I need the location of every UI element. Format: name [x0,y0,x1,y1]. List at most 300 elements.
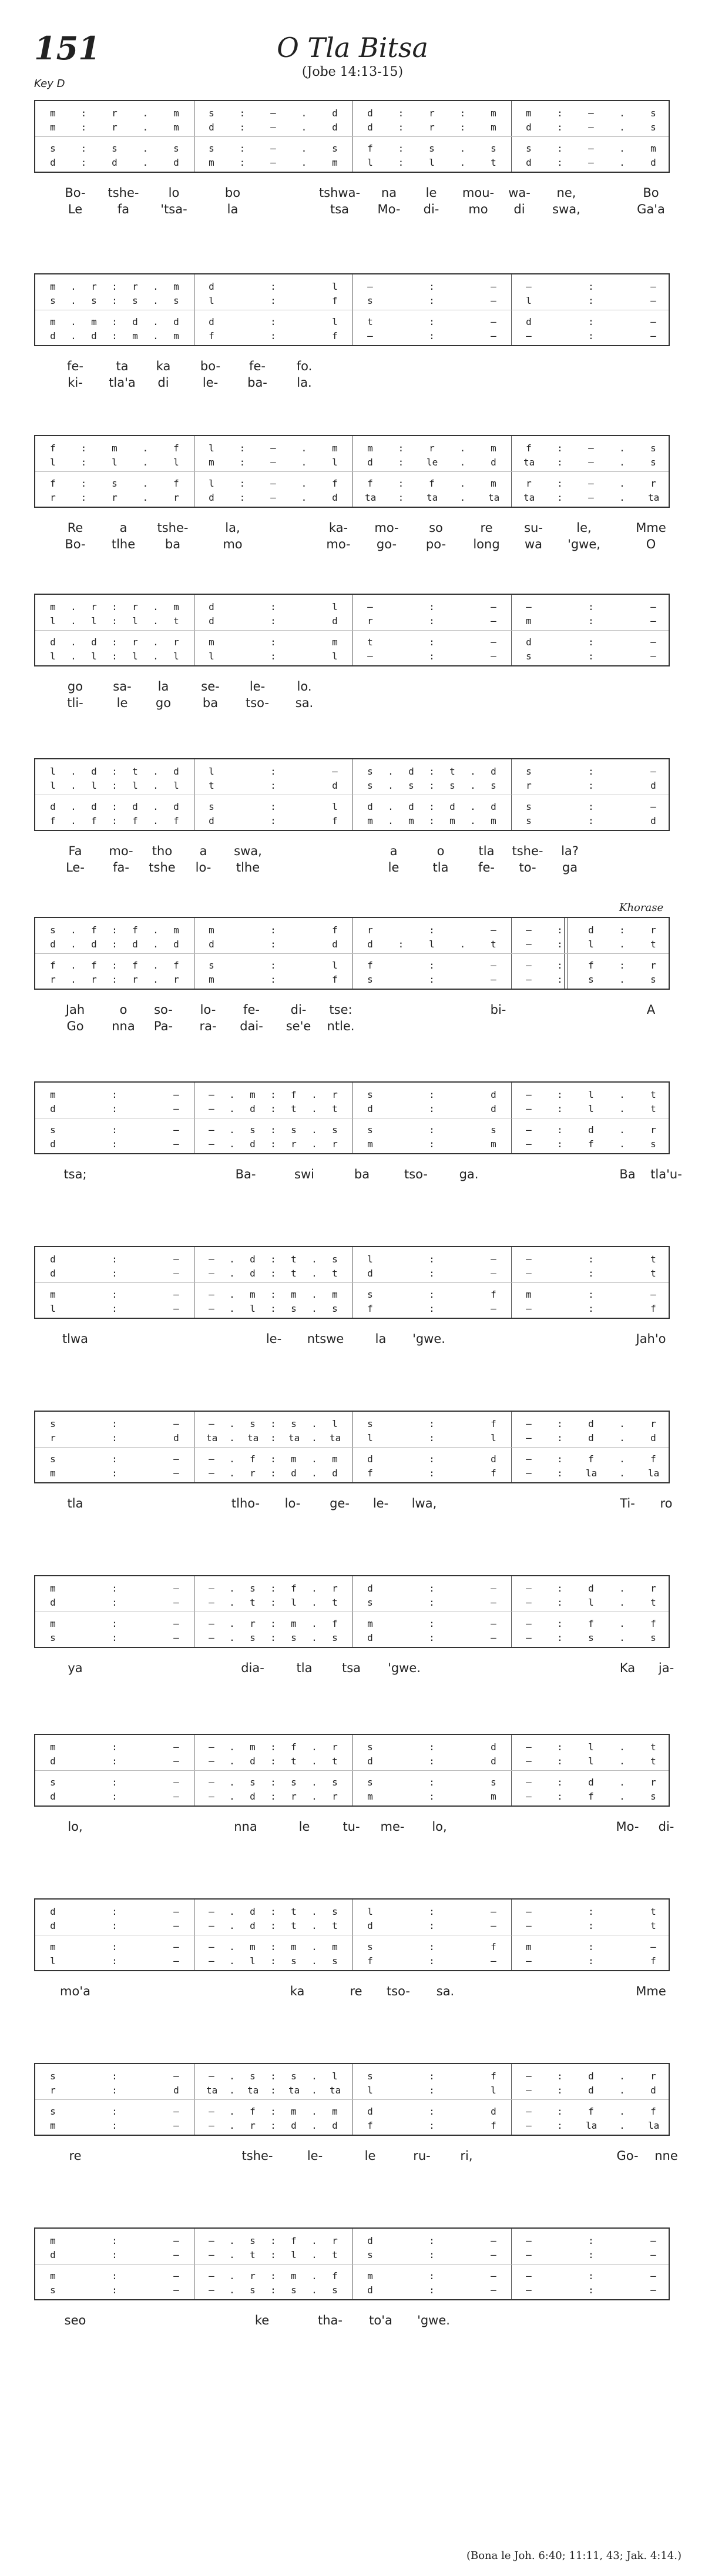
measure-notes [511,121,671,134]
measure-notes [511,938,671,951]
solfa-note: ta [488,492,500,503]
measure-notes [352,959,511,972]
solfa-note: l [209,766,214,777]
solfa-note: d [491,766,496,777]
solfa-note: f [291,1089,297,1100]
beat-separator: . [229,1906,235,1917]
beat-separator: : [112,1756,118,1767]
measure-notes [352,1632,511,1644]
lyric-syllable: tso- [246,696,269,710]
beat-separator: : [557,974,563,985]
voice-divider [35,136,669,137]
lyric-syllable: o [119,1003,127,1017]
lyric-syllable: tshe- [241,2149,273,2163]
beat-separator: : [429,2085,435,2096]
beat-separator: . [459,492,466,503]
lyric-syllable: fe- [243,1003,260,1017]
solfa-note: — [526,2071,532,2082]
beat-separator: : [429,1418,435,1429]
solfa-note: m [491,108,496,119]
solfa-note: ta [330,1432,341,1443]
beat-separator: : [270,2249,276,2260]
solfa-note: – [209,1268,214,1279]
solfa-note: — [650,615,656,627]
measure-notes [352,1582,511,1595]
solfa-note: m [50,1089,56,1100]
beat-separator: . [388,780,394,791]
lyric-syllable: tlhe [111,537,136,551]
solfa-note: s [332,1955,338,1967]
beat-separator: . [311,2235,317,2246]
solfa-note: — [173,1124,179,1135]
measure-notes [352,1288,511,1301]
lyric-syllable: lwa, [411,1496,437,1510]
beat-separator: . [229,1138,235,1150]
beat-separator: . [619,2120,625,2131]
lyric-syllable: mou- [462,186,495,200]
measure-notes [511,491,671,504]
lyric-syllable: le- [249,679,266,694]
lyric-syllable: se'e [286,1019,311,1033]
lyric-syllable: tsa [330,202,350,216]
solfa-note: — [332,766,338,777]
voice-divider [35,1282,669,1283]
solfa-note: s [332,1906,338,1917]
lyric-syllable: tso- [387,1984,410,1998]
lyric-syllable: ka [156,359,171,373]
soprano-line [35,1418,669,1431]
beat-separator: : [80,492,87,503]
lyric-syllable: lo- [200,1003,216,1017]
beat-separator: . [229,2120,235,2131]
lyric-syllable: le- [202,376,219,390]
beat-separator: : [429,1583,435,1594]
lyric-syllable: a [390,844,398,858]
solfa-note: – [209,2106,214,2117]
beat-separator: . [229,1597,235,1608]
lyric-syllable: le [116,696,128,710]
solfa-note: — [491,2270,496,2282]
solfa-note: – [588,143,594,154]
beat-separator: . [619,2071,625,2082]
lyric-syllable: la. [297,376,312,390]
beat-separator: : [270,1254,276,1265]
beat-separator: : [588,330,594,341]
beat-separator: . [70,766,76,777]
solfa-note: m [526,1289,532,1300]
solfa-note: d [332,492,338,503]
solfa-note: d [250,1268,256,1279]
solfa-note: s [132,295,138,306]
beat-separator: : [429,2106,435,2117]
beat-separator: : [112,295,118,306]
solfa-note: — [491,1254,496,1265]
solfa-note: d [50,1597,56,1608]
beat-separator: : [588,601,594,612]
measure-notes [352,2119,511,2132]
solfa-note: — [491,1618,496,1629]
solfa-note: r [526,478,532,489]
beat-separator: : [557,478,563,489]
measure-notes [352,1103,511,1116]
beat-separator: : [557,1468,563,1479]
measure-notes [511,973,671,986]
lyric-syllable: Bo [643,186,659,200]
solfa-note: s [50,2106,56,2117]
solfa-note: t [173,615,179,627]
beat-separator: . [388,815,394,826]
beat-separator: . [311,1955,317,1967]
solfa-note: l [50,615,56,627]
lyric-syllable: mo [468,202,488,216]
solfa-note: — [367,281,373,292]
alto-line [35,1103,669,1116]
beat-separator: : [270,2106,276,2117]
beat-separator: : [80,457,87,468]
lyric-syllable: tli- [67,696,83,710]
measure-notes [194,1138,352,1151]
beat-separator: : [588,1906,594,1917]
lyric-syllable: to'a [369,2313,392,2327]
measure-notes [194,491,352,504]
solfa-note: — [173,1468,179,1479]
solfa-note: — [173,1906,179,1917]
measure-notes [35,1617,194,1630]
beat-separator: : [80,108,87,119]
measure-notes [511,2105,671,2118]
solfa-note: d [332,108,338,119]
lyric-syllable: tlho- [231,1496,260,1510]
beat-separator: . [619,492,625,503]
tonic-solfa-staff [34,435,670,508]
measure-notes [35,815,194,828]
solfa-note: — [526,1268,532,1279]
alto-line [35,615,669,628]
solfa-note: d [332,615,338,627]
solfa-note: m [132,330,138,341]
solfa-note: l [332,960,338,971]
solfa-note: r [650,2071,656,2082]
solfa-note: f [291,1741,297,1753]
solfa-note: — [173,1138,179,1150]
beat-separator: : [112,1741,118,1753]
solfa-note: — [491,295,496,306]
lyric-syllable: Pa- [153,1019,173,1033]
lyric-syllable: ka- [328,521,348,535]
measure-notes [511,1124,671,1137]
measure-notes [35,615,194,628]
measure-notes [352,2249,511,2262]
measure-notes [511,1253,671,1266]
solfa-note: — [491,316,496,327]
solfa-note: s [650,443,656,454]
solfa-note: r [112,492,118,503]
solfa-note: l [250,1303,256,1314]
solfa-note: – [209,1618,214,1629]
lyric-syllable: ga. [459,1167,479,1181]
solfa-note: s [50,2284,56,2296]
solfa-note: s [367,766,373,777]
measure-notes [352,615,511,628]
beat-separator: . [619,1089,625,1100]
solfa-note: – [209,1303,214,1314]
voice-divider [35,2264,669,2265]
solfa-note: s [367,2249,373,2260]
solfa-note: m [367,1791,373,1802]
tenor-line [35,1124,669,1137]
beat-separator: : [429,1124,435,1135]
beat-separator: : [398,939,404,950]
solfa-note: — [173,1618,179,1629]
solfa-note: m [50,1583,56,1594]
beat-separator: . [153,801,159,812]
measure-notes [194,330,352,343]
measure-notes [352,1418,511,1431]
solfa-note: – [209,2235,214,2246]
solfa-note: s [491,780,496,791]
solfa-note: t [650,1920,656,1931]
solfa-note: s [50,1777,56,1788]
solfa-note: s [250,1632,256,1643]
solfa-note: m [173,924,179,936]
measure-notes [511,1776,671,1789]
beat-separator: : [557,1597,563,1608]
measure-notes [194,1955,352,1968]
lyric-line-verse-1 [34,1820,672,1835]
solfa-note: m [50,2270,56,2282]
solfa-note: m [332,1453,338,1465]
lyric-syllable: su- [524,521,543,535]
measure-notes [194,800,352,813]
solfa-note: — [526,1254,532,1265]
beat-separator: . [311,1303,317,1314]
solfa-note: — [491,924,496,936]
beat-separator: . [470,780,476,791]
solfa-note: m [50,108,56,119]
solfa-note: – [270,457,276,468]
measure-notes [194,1302,352,1315]
solfa-note: m [291,2270,297,2282]
solfa-note: s [332,143,338,154]
measure-notes [511,1418,671,1431]
measure-notes [511,2235,671,2247]
solfa-note: s [332,1254,338,1265]
lyric-syllable: po- [425,537,446,551]
lyric-line-verse-1 [34,679,672,695]
solfa-note: d [367,939,373,950]
solfa-note: d [50,1254,56,1265]
solfa-note: d [332,122,338,133]
measure-notes [35,2119,194,2132]
solfa-note: m [209,457,214,468]
solfa-note: r [250,1468,256,1479]
bass-line [35,1632,669,1644]
solfa-note: d [173,157,179,168]
beat-separator: . [311,2249,317,2260]
solfa-note: f [367,478,373,489]
lyric-syllable: O [646,537,656,551]
measure-notes [194,1755,352,1768]
solfa-note: m [250,1089,256,1100]
solfa-note: t [650,1741,656,1753]
measure-notes [352,1617,511,1630]
solfa-note: – [209,1791,214,1802]
solfa-note: l [588,1597,594,1608]
beat-separator: : [429,1453,435,1465]
beat-separator: : [429,1468,435,1479]
beat-separator: . [311,1089,317,1100]
beat-separator: . [619,122,625,133]
beat-separator: . [301,457,307,468]
lyric-line-verse-1 [34,2313,672,2329]
solfa-note: f [173,478,179,489]
beat-separator: . [311,1138,317,1150]
measure-notes [352,1741,511,1754]
solfa-note: s [650,1791,656,1802]
beat-separator: : [112,974,118,985]
lyric-syllable: wa [524,537,543,551]
beat-separator: : [112,1289,118,1300]
solfa-note: — [650,1941,656,1952]
measure-notes [194,2284,352,2297]
solfa-note: d [491,1741,496,1753]
measure-notes [352,456,511,469]
lyric-syllable: go- [376,537,397,551]
beat-separator: : [270,815,276,826]
solfa-note: – [270,443,276,454]
solfa-note: d [291,1468,297,1479]
measure-notes [194,2249,352,2262]
alto-line [35,2249,669,2262]
lyric-syllable: ntswe [307,1332,344,1346]
lyric-line-verse-2 [34,696,672,711]
beat-separator: . [388,801,394,812]
solfa-note: l [332,457,338,468]
measure-notes [511,1138,671,1151]
beat-separator: . [153,939,159,950]
solfa-note: m [367,2270,373,2282]
solfa-note: l [332,601,338,612]
solfa-note: m [491,1791,496,1802]
beat-separator: : [270,2120,276,2131]
beat-separator: : [270,316,276,327]
lyric-line-verse-1 [34,2149,678,2164]
beat-separator: . [619,108,625,119]
beat-separator: . [470,801,476,812]
beat-separator: : [429,1756,435,1767]
solfa-note: – [209,2284,214,2296]
music-system-10 [34,1575,672,1701]
solfa-note: f [650,2106,656,2117]
measure-notes [194,636,352,649]
scripture-reference: (Jobe 14:13-15) [301,65,404,79]
solfa-note: l [332,651,338,662]
beat-separator: : [619,924,625,936]
beat-separator: : [270,615,276,627]
measure-notes [194,1905,352,1918]
solfa-note: — [491,1303,496,1314]
solfa-note: – [209,1756,214,1767]
beat-separator: : [557,443,563,454]
beat-separator: . [311,1941,317,1952]
solfa-note: l [491,2085,496,2096]
beat-separator: . [619,1124,625,1135]
beat-separator: : [112,1955,118,1967]
solfa-note: m [367,815,373,826]
solfa-note: s [112,143,118,154]
music-system-4 [34,594,672,719]
solfa-note: – [209,1955,214,1967]
solfa-note: t [367,316,373,327]
beat-separator: : [588,2284,594,2296]
bass-line [35,491,669,504]
solfa-note: l [132,780,138,791]
measure-notes [35,2105,194,2118]
solfa-note: f [50,960,56,971]
lyric-syllable: tla'a [109,376,136,390]
beat-separator: : [239,478,246,489]
solfa-note: — [173,1583,179,1594]
beat-separator: . [229,1955,235,1967]
solfa-note: s [429,143,435,154]
solfa-note: l [526,295,532,306]
beat-separator: . [153,281,159,292]
measure-notes [194,1453,352,1466]
measure-notes [35,1790,194,1803]
solfa-note: — [173,2270,179,2282]
measure-notes [35,2270,194,2283]
soprano-line [35,924,669,937]
solfa-note: r [332,2235,338,2246]
beat-separator: : [429,974,435,985]
solfa-note: m [50,1741,56,1753]
solfa-note: d [91,939,97,950]
beat-separator: : [398,108,404,119]
measure-notes [35,650,194,663]
lyric-syllable: ba [164,537,181,551]
lyric-line-verse-1 [34,186,672,201]
soprano-line [35,601,669,614]
beat-separator: . [619,2106,625,2117]
solfa-note: d [367,1756,373,1767]
lyric-syllable: lo- [195,860,212,875]
solfa-note: – [209,1920,214,1931]
measure-notes [511,1103,671,1116]
solfa-note: l [588,1756,594,1767]
solfa-note: d [91,766,97,777]
solfa-note: l [250,1955,256,1967]
measure-notes [511,1790,671,1803]
measure-notes [511,1920,671,1932]
lyric-syllable: fa [117,202,130,216]
beat-separator: . [311,1468,317,1479]
solfa-note: d [209,492,214,503]
beat-separator: . [301,108,307,119]
solfa-note: m [449,815,455,826]
solfa-note: – [209,1124,214,1135]
beat-separator: : [557,122,563,133]
solfa-note: r [650,1418,656,1429]
beat-separator: : [270,1906,276,1917]
bass-line [35,973,669,986]
measure-notes [352,973,511,986]
solfa-note: – [209,1741,214,1753]
solfa-note: — [173,1791,179,1802]
lyric-syllable: Le- [66,860,85,875]
measure-notes [194,1596,352,1609]
solfa-note: t [449,766,455,777]
beat-separator: . [70,281,76,292]
